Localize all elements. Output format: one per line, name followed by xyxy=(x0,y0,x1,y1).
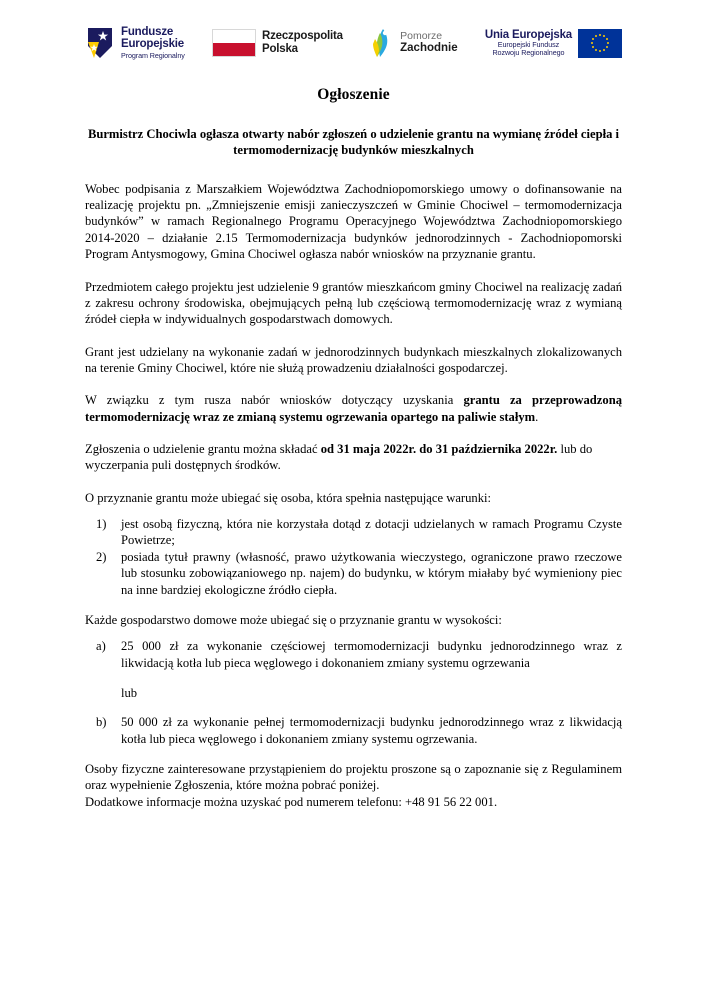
eu-star-icon xyxy=(603,35,606,38)
eu-star-icon xyxy=(606,38,609,41)
pz-line-2: Zachodnie xyxy=(400,42,458,55)
page-title: Ogłoszenie xyxy=(317,86,390,103)
pomorze-zachodnie-icon xyxy=(370,27,394,59)
amounts-list-second xyxy=(85,714,622,747)
eu-star-icon xyxy=(607,42,610,45)
list-marker: a) xyxy=(96,639,106,654)
amounts-separator: lub xyxy=(121,685,138,700)
eu-flag-icon xyxy=(578,29,622,58)
list-item-text: posiada tytuł prawny (własność, prawo użytkowania wieczystego, ograniczone prawo rzeczowe lub stosunku zobowiązaniowego np. najem) do budynku, w którym miałaby być wymieniony piec na inne bardziej ekologiczne źródło ciepła. xyxy=(121,549,622,597)
list-marker: 1) xyxy=(96,517,107,532)
eu-star-icon xyxy=(591,42,594,45)
eu-star-icon xyxy=(595,35,598,38)
logo-pomorze-zachodnie xyxy=(370,27,458,59)
list-marker: b) xyxy=(96,715,107,730)
list-item xyxy=(85,516,622,549)
fundusze-europejskie-icon xyxy=(85,24,115,62)
list-item-text: 25 000 zł za wykonanie częściowej termomodernizacji budynku jednorodzinnego wraz z likwidacją kotła lub pieca węglowego i dokonaniem zmiany systemu ogrzewania xyxy=(121,639,622,670)
polish-flag-icon xyxy=(212,29,256,57)
eu-star-icon xyxy=(603,49,606,52)
rp-line-2: Polska xyxy=(261,43,298,55)
paragraph-2: Przedmiotem całego projektu jest udzielenie 9 grantów mieszkańcom gminy Chociwel na realizację zadań z zakresu ochrony środowiska, obejmujących pełną lub częściową termomodernizację wraz z wymianą źródeł ciepła w indywidualnych gospodarstwach domowych. xyxy=(85,279,622,327)
eu-star-icon xyxy=(595,49,598,52)
ue-line-1: Unia Europejska xyxy=(484,29,572,42)
pz-line-1: Pomorze xyxy=(400,30,443,43)
logo-rzeczpospolita-polska xyxy=(212,29,343,57)
eu-star-icon xyxy=(599,50,602,53)
rzeczpospolita-wordmark xyxy=(262,30,343,56)
pomorze-zachodnie-wordmark xyxy=(400,31,458,55)
flag-red-stripe xyxy=(213,43,255,56)
fe-line-2: Europejskie xyxy=(121,37,184,50)
conditions-intro: O przyznanie grantu może ubiegać się osoba, która spełnia następujące warunki: xyxy=(85,490,491,505)
paragraph-5 xyxy=(85,441,622,474)
paragraph-4-prefix: W związku z tym rusza nabór wniosków dotyczący uzyskania xyxy=(85,393,464,408)
flag-white-stripe xyxy=(213,30,255,43)
list-item-text: jest osobą fizyczną, która nie korzystała dotąd z dotacji udzielanych w ramach Programu Czyste Powietrze; xyxy=(121,517,622,548)
list-item xyxy=(85,549,622,598)
paragraph-4-suffix: . xyxy=(535,409,539,424)
list-item xyxy=(85,714,622,747)
unia-europejska-wordmark xyxy=(485,29,572,57)
conditions-list xyxy=(85,516,622,598)
paragraph-5-suffix: lub do wyczerpania puli dostępnych środków. xyxy=(85,442,593,473)
amounts-list xyxy=(85,638,622,671)
eu-star-icon xyxy=(592,46,595,49)
closing-paragraph-2: Dodatkowe informacje można uzyskać pod numerem telefonu: +48 91 56 22 001. xyxy=(85,794,498,809)
eu-star-icon xyxy=(592,38,595,41)
list-marker: 2) xyxy=(96,549,107,564)
rp-line-1: Rzeczpospolita xyxy=(261,30,343,43)
closing-paragraph-1: Osoby fizyczne zainteresowane przystąpieniem do projektu proszone są o zapoznanie się z Regulaminem oraz wypełnienie Zgłoszenia, które można pobrać poniżej. xyxy=(85,762,622,793)
document-body xyxy=(85,86,622,826)
paragraph-5-prefix: Zgłoszenia o udzielenie grantu można składać xyxy=(85,442,321,457)
eu-star-icon xyxy=(606,46,609,49)
paragraph-5-bold: od 31 maja 2022r. do 31 października 2022r. xyxy=(320,442,558,457)
paragraph-3: Grant jest udzielany na wykonanie zadań w jednorodzinnych budynkach mieszkalnych zlokalizowanych na terenie Gminy Chociwel, które nie służą prowadzeniu działalności gospodarczej. xyxy=(85,344,622,375)
ue-line-3: Rozwoju Regionalnego xyxy=(492,48,565,58)
logo-fundusze-europejskie xyxy=(85,24,185,62)
paragraph-1: Wobec podpisania z Marszałkiem Województwa Zachodniopomorskiego umowy o dofinansowanie na realizację projektu pn. „Zmniejszenie emisji zanieczyszczeń w Gminie Chociwel – termomodernizacja budynków” w ramach Regionalnego Programu Operacyjnego Województwa Zachodniopomorskiego 2014-2020 – działanie 2.15 Termomodernizacja budynków jednorodzinnych - Zachodniopomorski Program Antysmogowy, Gmina Chociwel ogłasza nabór wniosków na przyznanie grantu. xyxy=(85,181,622,262)
amounts-intro: Każde gospodarstwo domowe może ubiegać się o przyznanie grantu w wysokości: xyxy=(85,612,502,627)
funding-logo-bar xyxy=(85,14,622,72)
fundusze-europejskie-wordmark xyxy=(121,27,185,59)
list-item xyxy=(85,638,622,671)
logo-unia-europejska xyxy=(485,29,622,58)
fe-line-1: Fundusze xyxy=(121,25,174,38)
ue-line-2: Europejski Fundusz xyxy=(497,40,560,50)
paragraph-4-bold: grantu za przeprowadzoną termomodernizację wraz ze zmianą systemu ogrzewania opartego na paliwie stałym xyxy=(85,393,622,424)
paragraph-4 xyxy=(85,392,622,425)
page-subtitle: Burmistrz Chociwla ogłasza otwarty nabór zgłoszeń o udzielenie grantu na wymianę źródeł ciepła i termomodernizację budynków mieszkalnych xyxy=(87,127,620,158)
list-item-text: 50 000 zł za wykonanie pełnej termomodernizacji budynku jednorodzinnego wraz z likwidacją kotła lub pieca węglowego i dokonaniem zmiany systemu ogrzewania. xyxy=(121,715,622,746)
fe-line-3: Program Regionalny xyxy=(121,50,185,60)
eu-star-icon xyxy=(599,34,602,37)
